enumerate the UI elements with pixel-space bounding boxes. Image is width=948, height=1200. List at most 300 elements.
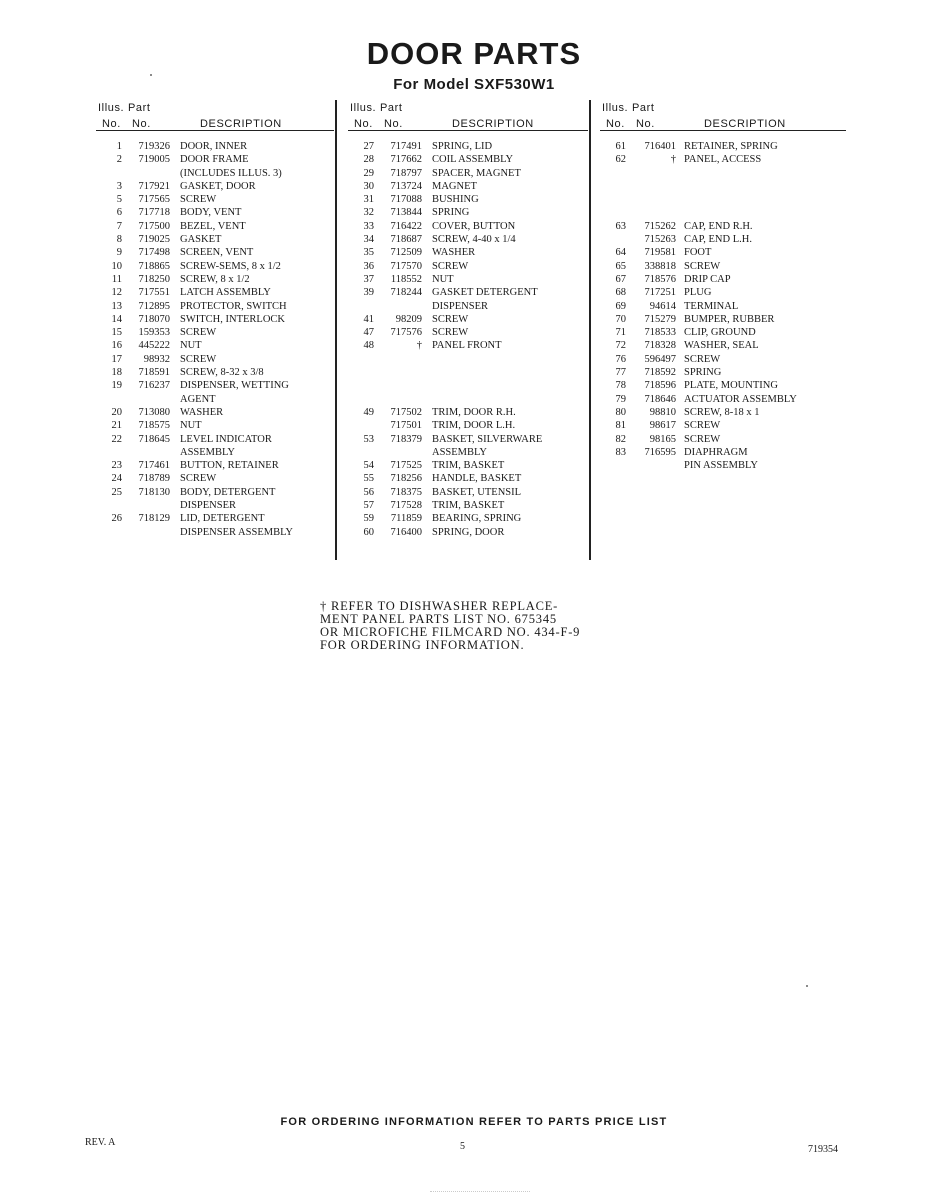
part-description: TRIM, DOOR L.H.: [432, 420, 516, 432]
parts-row: [352, 526, 592, 539]
parts-row: [100, 472, 330, 485]
parts-list: [100, 140, 330, 539]
parts-row: [604, 193, 844, 206]
illus-number: 22: [111, 433, 122, 445]
part-number: 717088: [390, 194, 422, 206]
page-number: 5: [460, 1141, 465, 1152]
illus-number: 59: [363, 513, 374, 525]
parts-row: [604, 300, 844, 313]
part-number: 718596: [644, 380, 676, 392]
illus-number: 72: [615, 340, 626, 352]
part-description: CAP, END L.H.: [684, 234, 752, 246]
illus-number: 13: [111, 300, 122, 312]
part-number: 718646: [644, 393, 676, 405]
illus-number: 77: [615, 367, 626, 379]
part-number: 716237: [138, 380, 170, 392]
parts-row: [100, 167, 330, 180]
part-number: 716401: [644, 141, 676, 152]
part-number: 718797: [390, 167, 422, 179]
column-header: [604, 98, 844, 130]
part-description: DRIP CAP: [684, 273, 731, 285]
part-description: GASKET, DOOR: [180, 180, 256, 192]
part-number: 718576: [644, 273, 676, 285]
parts-row: [352, 512, 592, 525]
parts-row: [352, 206, 592, 219]
parts-row: [352, 153, 592, 166]
illus-number: 54: [363, 460, 374, 472]
parts-row: [100, 366, 330, 379]
part-description: WASHER: [180, 406, 224, 418]
part-number: 718130: [138, 486, 170, 498]
part-description: SCREW: [432, 313, 469, 325]
parts-row: [100, 339, 330, 352]
part-description: LID, DETERGENT: [180, 513, 265, 525]
illus-number: 49: [363, 406, 374, 418]
parts-row: [100, 313, 330, 326]
part-number: 718575: [138, 420, 170, 432]
part-number: 717921: [138, 180, 170, 192]
parts-row: [604, 446, 844, 459]
part-number: 717498: [138, 247, 170, 259]
illus-number: 55: [363, 473, 374, 485]
parts-row: [100, 499, 330, 512]
illus-number: 53: [363, 433, 374, 445]
part-number: 717528: [390, 500, 422, 512]
parts-row: [604, 246, 844, 259]
parts-row: [604, 339, 844, 352]
footnote-line: MENT PANEL PARTS LIST NO. 675345: [320, 612, 557, 626]
parts-row: [352, 419, 592, 432]
scan-speck: [806, 985, 808, 987]
column-header: [352, 98, 592, 130]
illus-number: 15: [111, 327, 122, 339]
parts-row: [352, 140, 592, 153]
part-description: MAGNET: [432, 180, 477, 192]
parts-row: [100, 406, 330, 419]
part-number: 711859: [390, 513, 422, 525]
part-description: COIL ASSEMBLY: [432, 154, 514, 166]
part-description: WASHER: [432, 247, 476, 259]
part-number: 717570: [390, 260, 422, 272]
part-number: 713724: [390, 180, 422, 192]
parts-row: [352, 220, 592, 233]
part-number: †: [416, 340, 422, 352]
part-description: TRIM, BASKET: [432, 500, 505, 512]
illus-number: 34: [363, 234, 374, 246]
part-description: WASHER, SEAL: [684, 340, 759, 352]
part-number: 717502: [390, 406, 422, 418]
part-description: SCREW: [432, 327, 469, 339]
part-description: BUSHING: [432, 194, 479, 206]
part-description: ACTUATOR ASSEMBLY: [684, 393, 797, 405]
part-number: 718865: [138, 260, 170, 272]
part-number: 718592: [644, 367, 676, 379]
part-number: 718129: [138, 513, 170, 525]
part-description: SPRING: [684, 367, 722, 379]
column-header: [100, 98, 330, 130]
part-description: PLUG: [684, 287, 712, 299]
part-number: 719581: [644, 247, 676, 259]
part-number: 717500: [138, 220, 170, 232]
illus-number: 3: [116, 180, 122, 192]
part-number: 717525: [390, 460, 422, 472]
part-description: SCREW: [180, 353, 217, 365]
parts-row: [604, 326, 844, 339]
parts-row: [100, 419, 330, 432]
part-header: Part: [380, 102, 403, 114]
illus-number: 33: [363, 220, 374, 232]
illus-number: 27: [363, 141, 374, 152]
part-number: 338818: [644, 260, 676, 272]
part-description: SCREW, 4-40 x 1/4: [432, 234, 516, 246]
part-description: SCREW: [180, 194, 217, 206]
parts-row: [100, 300, 330, 313]
parts-row: [100, 180, 330, 193]
illus-number: 36: [363, 260, 374, 272]
parts-row: [352, 459, 592, 472]
parts-row: [100, 246, 330, 259]
illus-number: 18: [111, 367, 122, 379]
part-description: CAP, END R.H.: [684, 220, 753, 232]
part-description: SPRING: [432, 207, 470, 219]
illus-number: 41: [363, 313, 374, 325]
illus-number: 63: [615, 220, 626, 232]
part-number: 98810: [649, 406, 676, 418]
illus-no-header: No.: [606, 118, 625, 130]
part-number: 713080: [138, 406, 170, 418]
parts-column-2: [352, 98, 592, 539]
part-number: 718591: [138, 367, 170, 379]
part-number: 719005: [138, 154, 170, 166]
footnote-line: OR MICROFICHE FILMCARD NO. 434-F-9: [320, 625, 581, 639]
illus-header: Illus.: [98, 102, 125, 114]
part-description: RETAINER, SPRING: [684, 141, 778, 152]
illus-number: 26: [111, 513, 122, 525]
illus-number: 81: [615, 420, 626, 432]
illus-number: 6: [116, 207, 122, 219]
part-number: 716422: [390, 220, 422, 232]
parts-row: [604, 393, 844, 406]
part-description: BUTTON, RETAINER: [180, 460, 279, 472]
part-description: BASKET, UTENSIL: [432, 486, 522, 498]
illus-number: 23: [111, 460, 122, 472]
parts-row: [604, 180, 844, 193]
part-description: DOOR FRAME: [180, 154, 249, 166]
parts-row: [352, 233, 592, 246]
parts-row: [352, 300, 592, 313]
parts-row: [352, 260, 592, 273]
illus-number: 19: [111, 380, 122, 392]
scan-speck: [150, 74, 152, 76]
illus-number: 16: [111, 340, 122, 352]
parts-row: [604, 140, 844, 153]
part-description: SCREW, 8-18 x 1: [684, 406, 760, 418]
parts-row: [352, 433, 592, 446]
illus-number: 9: [116, 247, 122, 259]
parts-row: [100, 260, 330, 273]
part-description: ASSEMBLY: [432, 446, 487, 458]
parts-row: [604, 366, 844, 379]
parts-row: [100, 526, 330, 539]
illus-number: 67: [615, 273, 626, 285]
footnote-line: † REFER TO DISHWASHER REPLACE-: [320, 599, 559, 613]
part-description: SCREW, 8-32 x 3/8: [180, 367, 264, 379]
part-number: 717501: [390, 420, 422, 432]
part-description: SCREW: [180, 327, 217, 339]
illus-number: 65: [615, 260, 626, 272]
illus-number: 68: [615, 287, 626, 299]
part-number: 718687: [390, 234, 422, 246]
illus-number: 61: [615, 141, 626, 152]
part-number: 159353: [138, 327, 170, 339]
illus-number: 39: [363, 287, 374, 299]
parts-column-3: [604, 98, 844, 472]
part-description: GASKET: [180, 234, 222, 246]
part-description: SCREW: [432, 260, 469, 272]
part-header: Part: [632, 102, 655, 114]
part-number: 718250: [138, 273, 170, 285]
column-divider: [335, 100, 337, 560]
part-number: 445222: [138, 340, 170, 352]
part-description: NUT: [432, 273, 454, 285]
parts-row: [352, 286, 592, 299]
part-number: 98209: [395, 313, 422, 325]
part-description: TRIM, BASKET: [432, 460, 505, 472]
illus-number: 83: [615, 446, 626, 458]
illus-number: 80: [615, 406, 626, 418]
parts-row: [100, 206, 330, 219]
part-description: PANEL, ACCESS: [684, 154, 762, 166]
part-description: DISPENSER, WETTING: [180, 380, 289, 392]
parts-row: [604, 220, 844, 233]
part-description: SCREW: [684, 420, 721, 432]
illus-number: 5: [116, 194, 122, 206]
parts-row: [352, 313, 592, 326]
illus-number: 28: [363, 154, 374, 166]
part-description: LATCH ASSEMBLY: [180, 287, 271, 299]
part-number: 713844: [390, 207, 422, 219]
page-title: DOOR PARTS: [366, 36, 582, 71]
illus-number: 60: [363, 526, 374, 538]
part-description: PIN ASSEMBLY: [684, 460, 758, 472]
illus-number: 1: [116, 141, 122, 152]
parts-row: [352, 393, 592, 406]
parts-row: [604, 379, 844, 392]
part-header: Part: [128, 102, 151, 114]
part-number: 717576: [390, 327, 422, 339]
parts-row: [604, 286, 844, 299]
illus-number: 37: [363, 273, 374, 285]
parts-row: [100, 353, 330, 366]
parts-row: [100, 446, 330, 459]
parts-row: [100, 153, 330, 166]
part-number: 716595: [644, 446, 676, 458]
part-description: SCREW: [180, 473, 217, 485]
illus-number: 11: [111, 273, 122, 285]
illus-no-header: No.: [354, 118, 373, 130]
part-number: 98932: [143, 353, 170, 365]
part-description: GASKET DETERGENT: [432, 287, 538, 299]
part-number: 718328: [644, 340, 676, 352]
part-description: SCREW: [684, 433, 721, 445]
part-number: 719326: [138, 141, 170, 152]
part-number: 717491: [390, 141, 422, 152]
part-description: SWITCH, INTERLOCK: [180, 313, 285, 325]
part-number: 718533: [644, 327, 676, 339]
parts-row: [604, 260, 844, 273]
part-description: SPRING, LID: [432, 141, 493, 152]
part-number: 712895: [138, 300, 170, 312]
part-description: BEARING, SPRING: [432, 513, 522, 525]
part-description: SPACER, MAGNET: [432, 167, 521, 179]
parts-row: [604, 406, 844, 419]
parts-row: [352, 273, 592, 286]
part-no-header: No.: [132, 118, 151, 130]
parts-row: [352, 472, 592, 485]
part-description: BODY, DETERGENT: [180, 486, 276, 498]
parts-row: [100, 273, 330, 286]
part-number: 118552: [390, 273, 422, 285]
part-description: TERMINAL: [684, 300, 739, 312]
part-number: 715279: [644, 313, 676, 325]
part-number: 718645: [138, 433, 170, 445]
illus-number: 57: [363, 500, 374, 512]
part-description: NUT: [180, 340, 202, 352]
illus-number: 69: [615, 300, 626, 312]
revision-label: REV. A: [85, 1137, 116, 1148]
illus-number: 25: [111, 486, 122, 498]
part-description: SCREEN, VENT: [180, 247, 254, 259]
part-description: (INCLUDES ILLUS. 3): [180, 167, 282, 179]
illus-number: 24: [111, 473, 122, 485]
illus-number: 12: [111, 287, 122, 299]
part-number: 718070: [138, 313, 170, 325]
part-number: 717565: [138, 194, 170, 206]
part-description: SPRING, DOOR: [432, 526, 505, 538]
model-subtitle: For Model SXF530W1: [393, 76, 555, 93]
illus-number: 14: [111, 313, 122, 325]
illus-number: 48: [363, 340, 374, 352]
scan-smudge: [430, 1185, 530, 1192]
illus-number: 29: [363, 167, 374, 179]
part-description: SCREW: [684, 353, 721, 365]
illus-number: 2: [116, 154, 122, 166]
parts-row: [100, 433, 330, 446]
parts-row: [604, 419, 844, 432]
part-description: PLATE, MOUNTING: [684, 380, 778, 392]
part-description: SCREW, 8 x 1/2: [180, 273, 250, 285]
illus-number: 10: [111, 260, 122, 272]
parts-row: [100, 193, 330, 206]
part-number: 718244: [390, 287, 422, 299]
part-description: COVER, BUTTON: [432, 220, 516, 232]
parts-row: [352, 326, 592, 339]
footnote: [320, 600, 620, 652]
illus-header: Illus.: [350, 102, 377, 114]
part-number: 715262: [644, 220, 676, 232]
illus-number: 56: [363, 486, 374, 498]
part-no-header: No.: [384, 118, 403, 130]
parts-row: [604, 153, 844, 166]
part-description: HANDLE, BASKET: [432, 473, 522, 485]
part-number: 718375: [390, 486, 422, 498]
part-description: LEVEL INDICATOR: [180, 433, 272, 445]
part-description: TRIM, DOOR R.H.: [432, 406, 516, 418]
parts-row: [604, 353, 844, 366]
part-description: FOOT: [684, 247, 712, 259]
part-description: NUT: [180, 420, 202, 432]
parts-row: [352, 499, 592, 512]
parts-row: [352, 406, 592, 419]
part-number: 94614: [649, 300, 676, 312]
parts-row: [352, 167, 592, 180]
parts-row: [100, 393, 330, 406]
part-description: BUMPER, RUBBER: [684, 313, 775, 325]
part-description: DISPENSER: [180, 500, 237, 512]
parts-row: [604, 313, 844, 326]
illus-number: 35: [363, 247, 374, 259]
illus-header: Illus.: [602, 102, 629, 114]
parts-row: [100, 486, 330, 499]
part-description: DOOR, INNER: [180, 141, 248, 152]
parts-row: [352, 379, 592, 392]
illus-number: 64: [615, 247, 626, 259]
illus-number: 79: [615, 393, 626, 405]
part-number: 717718: [138, 207, 170, 219]
part-description: DIAPHRAGM: [684, 446, 748, 458]
illus-no-header: No.: [102, 118, 121, 130]
illus-number: 31: [363, 194, 374, 206]
parts-row: [352, 366, 592, 379]
part-description: DISPENSER ASSEMBLY: [180, 526, 294, 538]
part-number: 718379: [390, 433, 422, 445]
parts-row: [604, 273, 844, 286]
part-number: 596497: [644, 353, 676, 365]
parts-row: [100, 286, 330, 299]
part-number: 98617: [649, 420, 676, 432]
parts-row: [100, 326, 330, 339]
parts-row: [604, 233, 844, 246]
part-description: SCREW: [684, 260, 721, 272]
part-description: SCREW-SEMS, 8 x 1/2: [180, 260, 281, 272]
part-no-header: No.: [636, 118, 655, 130]
part-number: †: [670, 154, 676, 166]
illus-number: 32: [363, 207, 374, 219]
parts-row: [604, 433, 844, 446]
part-description: ASSEMBLY: [180, 446, 235, 458]
illus-number: 47: [363, 327, 374, 339]
part-description: BODY, VENT: [180, 207, 242, 219]
part-description: CLIP, GROUND: [684, 327, 756, 339]
illus-number: 30: [363, 180, 374, 192]
parts-row: [100, 379, 330, 392]
part-number: 718789: [138, 473, 170, 485]
description-header: DESCRIPTION: [200, 118, 282, 130]
parts-row: [352, 486, 592, 499]
parts-row: [100, 233, 330, 246]
parts-row: [100, 140, 330, 153]
part-number: 717461: [138, 460, 170, 472]
parts-row: [100, 512, 330, 525]
part-number: 717551: [138, 287, 170, 299]
illus-number: 82: [615, 433, 626, 445]
part-number: 719025: [138, 234, 170, 246]
part-description: BASKET, SILVERWARE: [432, 433, 543, 445]
description-header: DESCRIPTION: [452, 118, 534, 130]
illus-number: 71: [615, 327, 626, 339]
parts-row: [352, 180, 592, 193]
part-number: 712509: [390, 247, 422, 259]
